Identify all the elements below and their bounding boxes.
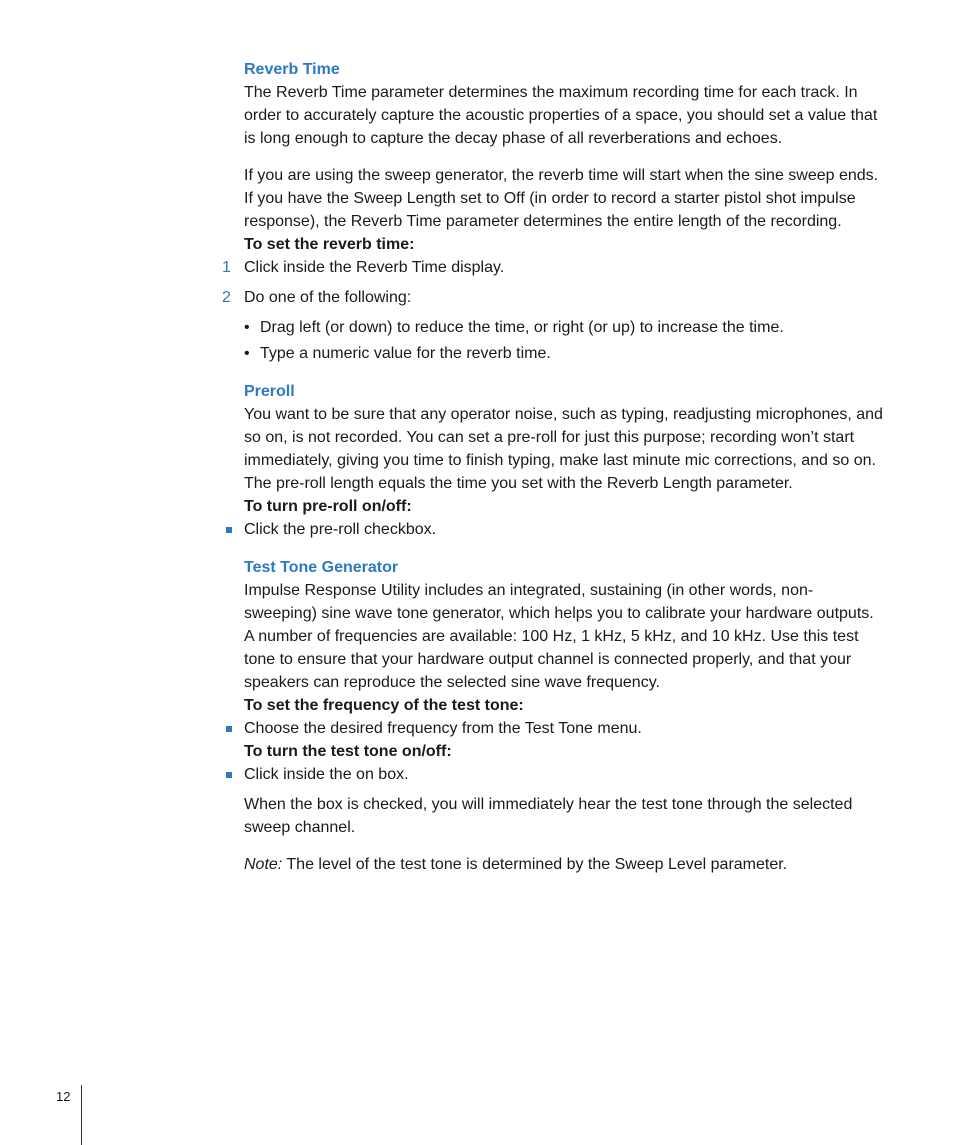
preroll-step	[244, 518, 884, 541]
note-text: The level of the test tone is determined by the Sweep Level parameter.	[282, 856, 788, 873]
task-turn-test-tone: To turn the test tone on/off:	[244, 743, 452, 760]
bullet-item	[244, 342, 884, 365]
note-paragraph	[244, 853, 884, 876]
square-bullet-icon	[226, 772, 232, 778]
reverb-paragraph-1: The Reverb Time parameter determines the maximum recording time for each track. In order to accurately capture the acoustic properties of a space, you should set a value that is long enough to capture the decay phase of all reverberations and echoes.	[244, 84, 878, 147]
reverb-paragraph-2: If you are using the sweep generator, the reverb time will start when the sine sweep ends. If you have the Sweep Length set to Off (in order to record a starter pistol shot impulse response), the Reverb Time parameter determines the entire length of the recording.	[244, 167, 879, 230]
footer-divider	[81, 1085, 82, 1145]
testtone-step-2	[244, 763, 884, 786]
page-number: 12	[56, 1089, 71, 1104]
note-label: Note:	[244, 856, 283, 873]
step-1	[222, 256, 884, 279]
testtone-step-1	[244, 717, 884, 740]
square-bullet-icon	[226, 527, 232, 533]
testtone-paragraph-2: When the box is checked, you will immediately hear the test tone through the selected sweep channel.	[244, 796, 853, 836]
preroll-paragraph: You want to be sure that any operator noise, such as typing, readjusting microphones, and so on, is not recorded. You can set a pre-roll for just this purpose; recording won’t start immediately, giving you time to finish typing, make last minute mic corrections, and so on. The pre-roll length equals the time you set with the Reverb Length parameter.	[244, 406, 883, 492]
step-number: 2	[222, 289, 231, 306]
heading-preroll: Preroll	[244, 383, 295, 400]
step-number: 1	[222, 259, 231, 276]
heading-test-tone-generator: Test Tone Generator	[244, 559, 399, 576]
bullet-item	[244, 316, 884, 339]
step-2	[222, 286, 884, 309]
bullet-dot: •	[244, 345, 250, 362]
step-text: Click inside the Reverb Time display.	[244, 259, 505, 276]
task-set-frequency: To set the frequency of the test tone:	[244, 697, 524, 714]
bullet-text: Drag left (or down) to reduce the time, or right (or up) to increase the time.	[260, 319, 784, 336]
step-text: Do one of the following:	[244, 289, 412, 306]
square-bullet-icon	[226, 726, 232, 732]
bullet-text: Type a numeric value for the reverb time.	[260, 345, 551, 362]
task-turn-preroll: To turn pre-roll on/off:	[244, 498, 412, 515]
step-text: Click the pre-roll checkbox.	[244, 521, 437, 538]
step-text: Click inside the on box.	[244, 766, 409, 783]
testtone-paragraph-1: Impulse Response Utility includes an integrated, sustaining (in other words, non-sweeping) sine wave tone generator, which helps you to calibrate your hardware outputs. A number of frequencies are available: 100 Hz, 1 kHz, 5 kHz, and 10 kHz. Use this test tone to ensure that your hardware output channel is connected properly, and that your speakers can reproduce the selected sine wave frequency.	[244, 582, 874, 691]
task-set-reverb-time: To set the reverb time:	[244, 236, 415, 253]
step-text: Choose the desired frequency from the Test Tone menu.	[244, 720, 642, 737]
bullet-dot: •	[244, 319, 250, 336]
heading-reverb-time: Reverb Time	[244, 61, 340, 78]
page-content	[222, 59, 884, 876]
